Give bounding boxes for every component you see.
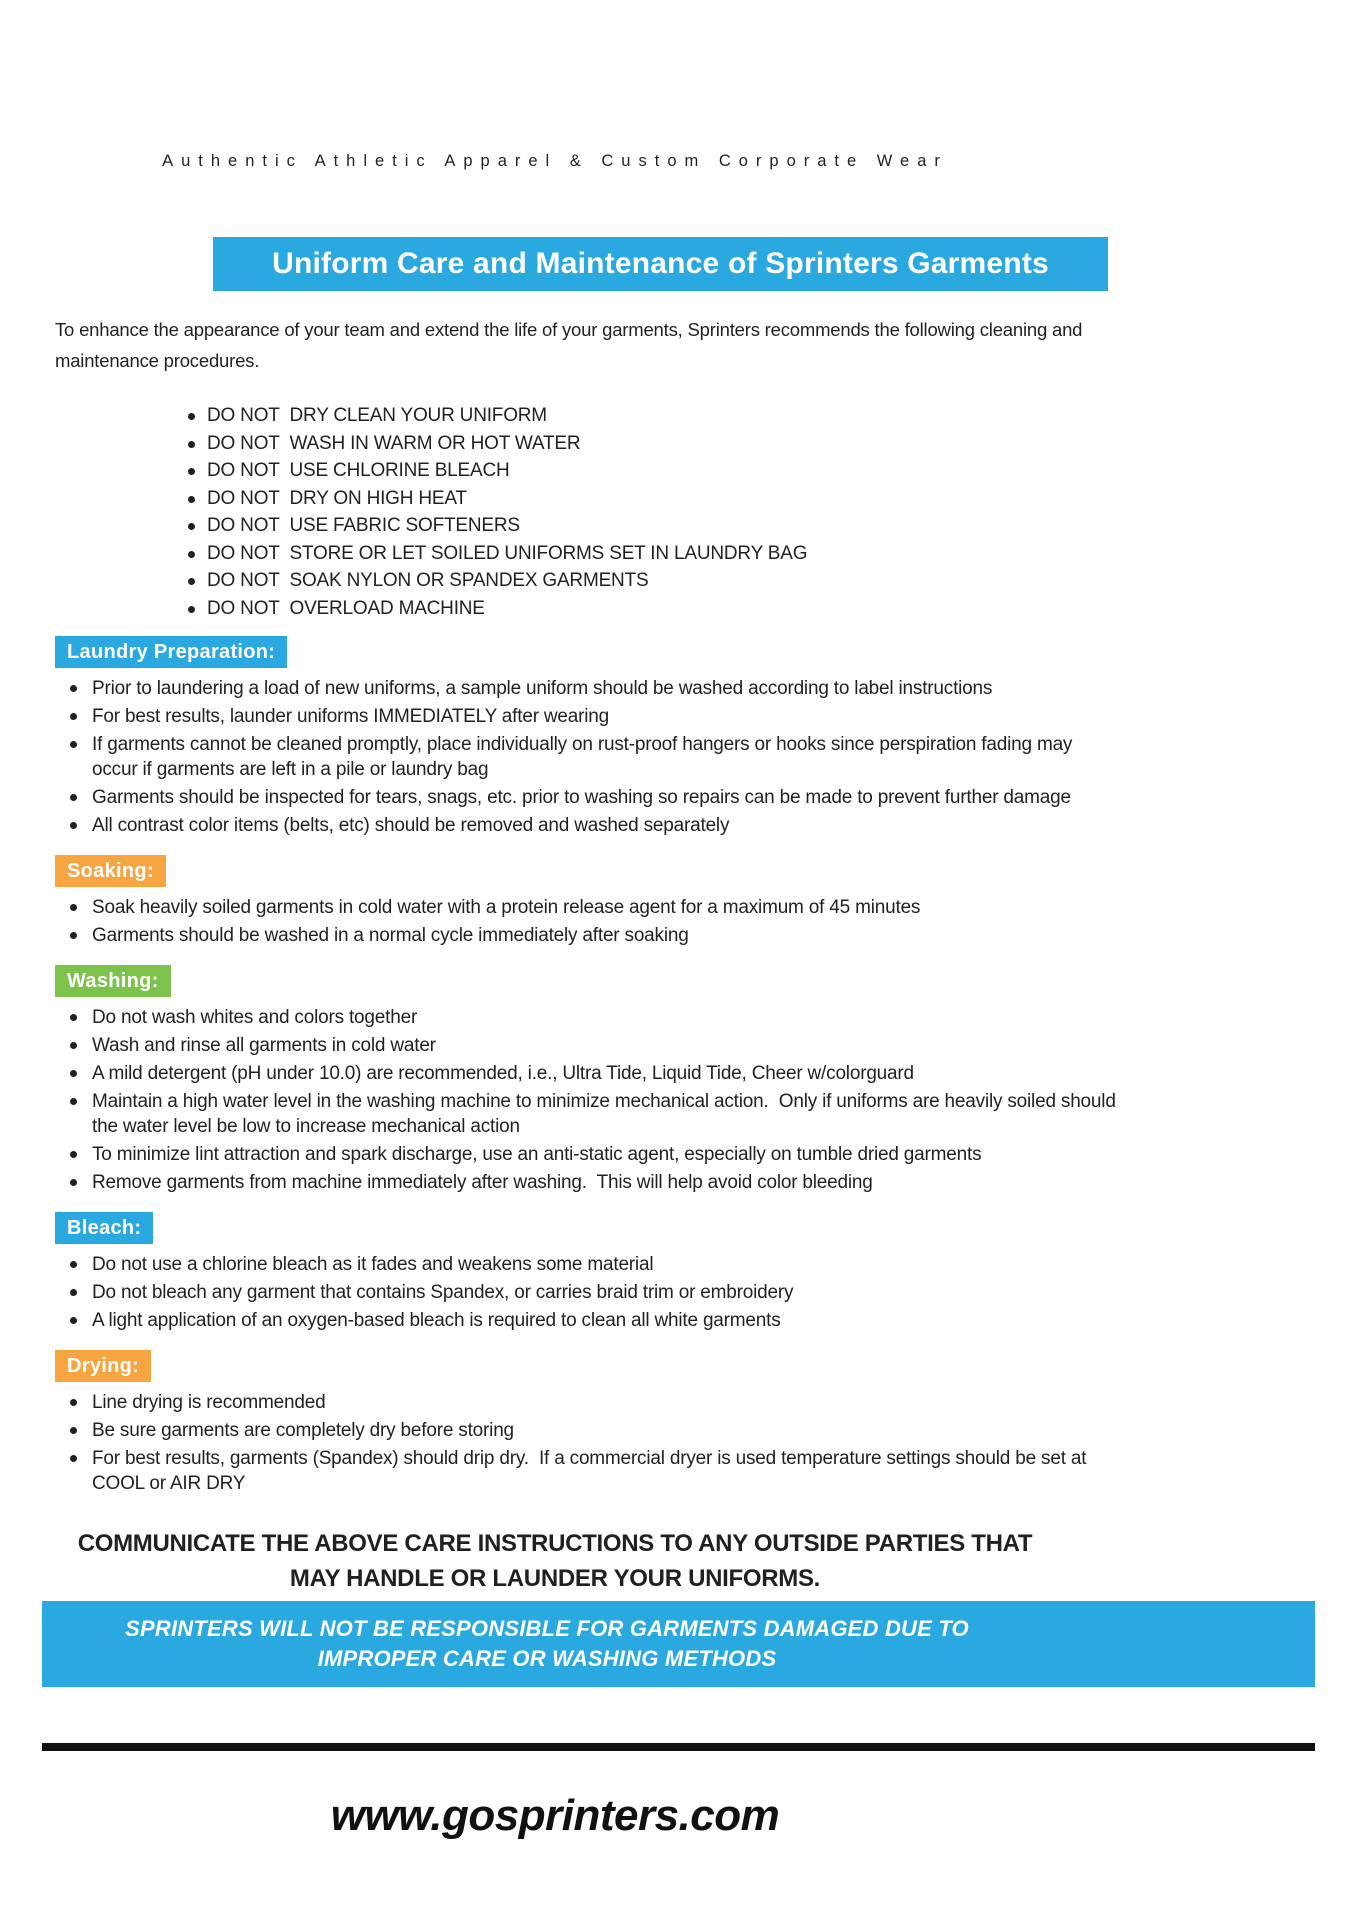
- bullet-list: [0, 895, 1120, 948]
- disclaimer-banner: [42, 1601, 1315, 1687]
- bullet-item: To minimize lint attraction and spark discharge, use an anti-static agent, especially on tumble dried garments: [0, 1142, 1120, 1167]
- do-not-item: DO NOT USE CHLORINE BLEACH: [0, 457, 1358, 485]
- bullet-item: Garments should be inspected for tears, snags, etc. prior to washing so repairs can be made to prevent further damage: [0, 785, 1120, 810]
- do-not-item: DO NOT DRY CLEAN YOUR UNIFORM: [0, 402, 1358, 430]
- disclaimer-line1: SPRINTERS WILL NOT BE RESPONSIBLE FOR GARMENTS DAMAGED DUE TO: [125, 1616, 969, 1641]
- bullet-item: For best results, garments (Spandex) should drip dry. If a commercial dryer is used temperature settings should be set at COOL or AIR DRY: [0, 1446, 1120, 1496]
- intro-paragraph: To enhance the appearance of your team and extend the life of your garments, Sprinters recommends the following cleaning and maintenance procedures.: [55, 319, 1083, 371]
- section-soaking: [0, 841, 1358, 948]
- section-drying: [0, 1336, 1358, 1496]
- bullet-item: Do not bleach any garment that contains Spandex, or carries braid trim or embroidery: [0, 1280, 1120, 1305]
- footer-divider: [42, 1743, 1315, 1751]
- bullet-item: Line drying is recommended: [0, 1390, 1120, 1415]
- section-heading-laundry-preparation: Laundry Preparation:: [55, 636, 287, 668]
- bullet-item: Soak heavily soiled garments in cold water with a protein release agent for a maximum of 45 minutes: [0, 895, 1120, 920]
- section-laundry-preparation: [0, 622, 1358, 838]
- bullet-item: Wash and rinse all garments in cold water: [0, 1033, 1120, 1058]
- disclaimer-line2: IMPROPER CARE OR WASHING METHODS: [317, 1646, 777, 1671]
- company-tagline: Authentic Athletic Apparel & Custom Corporate Wear: [162, 152, 948, 170]
- bullet-list: [0, 1390, 1120, 1496]
- do-not-item: DO NOT STORE OR LET SOILED UNIFORMS SET IN LAUNDRY BAG: [0, 540, 1358, 568]
- website-url: www.gosprinters.com: [330, 1791, 780, 1840]
- bullet-item: A light application of an oxygen-based bleach is required to clean all white garments: [0, 1308, 1120, 1333]
- section-heading-washing: Washing:: [55, 965, 171, 997]
- bullet-item: Garments should be washed in a normal cycle immediately after soaking: [0, 923, 1120, 948]
- page-title: Uniform Care and Maintenance of Sprinters Garments: [213, 237, 1108, 291]
- outside-parties-note: [0, 1526, 1110, 1596]
- do-not-item: DO NOT OVERLOAD MACHINE: [0, 595, 1358, 623]
- bullet-list: [0, 1252, 1120, 1333]
- outside-parties-note-line1: COMMUNICATE THE ABOVE CARE INSTRUCTIONS TO ANY OUTSIDE PARTIES THAT: [77, 1530, 1033, 1557]
- bullet-list: [0, 1005, 1120, 1195]
- bullet-item: For best results, launder uniforms IMMEDIATELY after wearing: [0, 704, 1120, 729]
- section-heading-soaking: Soaking:: [55, 855, 166, 887]
- do-not-item: DO NOT WASH IN WARM OR HOT WATER: [0, 430, 1358, 458]
- do-not-list: [0, 402, 1358, 622]
- section-heading-bleach: Bleach:: [55, 1212, 153, 1244]
- do-not-item: DO NOT USE FABRIC SOFTENERS: [0, 512, 1358, 540]
- do-not-item: DO NOT SOAK NYLON OR SPANDEX GARMENTS: [0, 567, 1358, 595]
- bullet-item: Prior to laundering a load of new uniforms, a sample uniform should be washed according to label instructions: [0, 676, 1120, 701]
- section-washing: [0, 951, 1358, 1195]
- bullet-item: Be sure garments are completely dry before storing: [0, 1418, 1120, 1443]
- bullet-list: [0, 676, 1120, 838]
- bullet-item: Maintain a high water level in the washing machine to minimize mechanical action. Only if uniforms are heavily soiled should the water level be low to increase mechanical action: [0, 1089, 1120, 1139]
- do-not-item: DO NOT DRY ON HIGH HEAT: [0, 485, 1358, 513]
- bullet-item: If garments cannot be cleaned promptly, place individually on rust-proof hangers or hooks since perspiration fading may occur if garments are left in a pile or laundry bag: [0, 732, 1120, 782]
- bullet-item: All contrast color items (belts, etc) should be removed and washed separately: [0, 813, 1120, 838]
- bullet-item: Do not wash whites and colors together: [0, 1005, 1120, 1030]
- section-bleach: [0, 1198, 1358, 1333]
- outside-parties-note-line2: MAY HANDLE OR LAUNDER YOUR UNIFORMS.: [289, 1565, 821, 1592]
- bullet-item: Remove garments from machine immediately after washing. This will help avoid color bleeding: [0, 1170, 1120, 1195]
- section-heading-drying: Drying:: [55, 1350, 151, 1382]
- bullet-item: A mild detergent (pH under 10.0) are recommended, i.e., Ultra Tide, Liquid Tide, Cheer w/colorguard: [0, 1061, 1120, 1086]
- bullet-item: Do not use a chlorine bleach as it fades and weakens some material: [0, 1252, 1120, 1277]
